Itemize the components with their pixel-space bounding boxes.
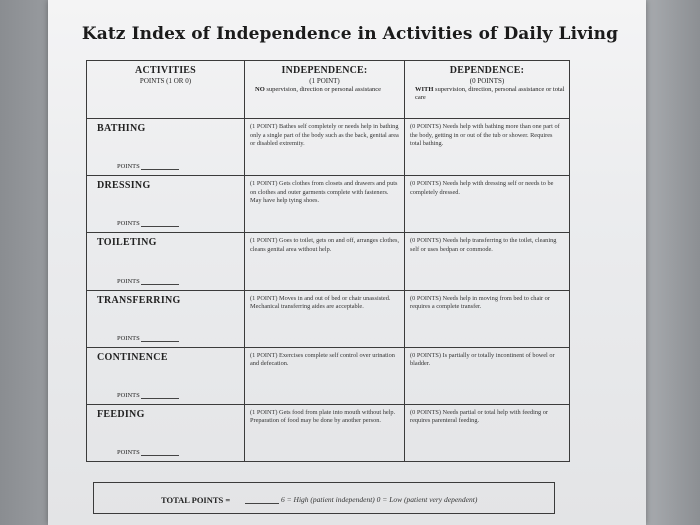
activity-cell: [87, 404, 245, 461]
table-row-transferring: [87, 290, 570, 347]
dependence-cell: [405, 176, 570, 233]
table-header-row: [87, 61, 570, 119]
points-blank[interactable]: [141, 220, 179, 227]
score-scale-note: 6 = High (patient independent) 0 = Low (patient very dependent): [281, 495, 478, 504]
activity-cell: [87, 119, 245, 176]
dependence-title: DEPENDENCE:: [449, 65, 525, 76]
dependence-cell: [405, 347, 570, 404]
points-label: POINTS: [117, 277, 140, 285]
header-independence: [245, 61, 405, 119]
independence-description: (1 POINT) Gets clothes from closets and drawers and puts on clothes and outer garments complete with fasteners. May have help tying shoes.: [250, 180, 398, 205]
independence-definition-emphasis: NO: [255, 86, 265, 93]
activity-cell: [87, 176, 245, 233]
activity-cell: [87, 347, 245, 404]
independence-points-note: (1 POINT): [309, 77, 340, 85]
dependence-description: (0 POINTS) Needs help in moving from bed to chair or requires a complete transfer.: [410, 294, 550, 310]
points-label: POINTS: [117, 391, 140, 399]
dependence-description: (0 POINTS) Needs help transferring to the toilet, cleaning self or uses bedpan or commode.: [410, 237, 557, 253]
activities-title: ACTIVITIES: [135, 65, 196, 76]
activity-name: TOILETING: [97, 237, 157, 249]
activity-cell: [87, 290, 245, 347]
points-label: POINTS: [117, 220, 140, 228]
independence-cell: [245, 233, 405, 290]
points-field[interactable]: [117, 220, 179, 227]
activity-name: DRESSING: [97, 180, 151, 192]
table-row-continence: [87, 347, 570, 404]
independence-definition-text: supervision, direction or personal assistance: [264, 86, 381, 93]
independence-title: INDEPENDENCE:: [281, 65, 368, 76]
table-row-toileting: [87, 233, 570, 290]
total-points-box: [93, 482, 555, 514]
katz-index-table: [86, 60, 570, 462]
points-blank[interactable]: [141, 449, 179, 456]
activity-cell: [87, 233, 245, 290]
independence-cell: [245, 347, 405, 404]
dependence-cell: [405, 404, 570, 461]
independence-description: (1 POINT) Bathes self completely or needs help in bathing only a single part of the body such as the back, genital area or disabled extremity.: [250, 123, 399, 147]
points-field[interactable]: [117, 335, 179, 342]
points-blank[interactable]: [141, 278, 179, 285]
independence-definition: [245, 85, 404, 94]
dependence-cell: [405, 290, 570, 347]
independence-description: (1 POINT) Gets food from plate into mouth without help. Preparation of food may be done by another person.: [250, 408, 396, 425]
dependence-definition: [405, 85, 569, 102]
points-blank[interactable]: [141, 163, 179, 170]
activity-name: CONTINENCE: [97, 351, 168, 363]
independence-cell: [245, 176, 405, 233]
dependence-description: (0 POINTS) Needs partial or total help with feeding or requires parenteral feeding.: [410, 408, 548, 425]
independence-description: (1 POINT) Goes to toilet, gets on and off, arranges clothes, cleans genital area without help.: [250, 237, 400, 253]
independence-cell: [245, 404, 405, 461]
table-row-feeding: [87, 404, 570, 461]
activities-points-note: POINTS (1 OR 0): [139, 77, 192, 85]
points-label: POINTS: [117, 163, 140, 171]
points-blank[interactable]: [141, 335, 179, 342]
dependence-description: (0 POINTS) Needs help with dressing self or needs to be completely dressed.: [410, 180, 554, 196]
table-row-dressing: [87, 176, 570, 233]
activity-name: FEEDING: [97, 408, 145, 420]
points-field[interactable]: [117, 392, 179, 399]
dependence-definition-text: supervision, direction, personal assistance or total care: [415, 86, 565, 101]
independence-description: (1 POINT) Exercises complete self control over urination and defecation.: [250, 351, 395, 368]
points-field[interactable]: [117, 163, 179, 170]
header-activities: [87, 61, 245, 119]
independence-cell: [245, 290, 405, 347]
total-points-label: TOTAL POINTS =: [161, 495, 231, 505]
dependence-definition-emphasis: WITH: [415, 86, 434, 93]
dependence-points-note: (0 POINTS): [469, 77, 505, 85]
dependence-description: (0 POINTS) Is partially or totally incontinent of bowel or bladder.: [410, 351, 555, 368]
points-field[interactable]: [117, 449, 179, 456]
dependence-cell: [405, 119, 570, 176]
activity-name: BATHING: [97, 123, 146, 135]
points-label: POINTS: [117, 449, 140, 456]
independence-description: (1 POINT) Moves in and out of bed or chair unassisted. Mechanical transferring aides are acceptable.: [250, 294, 391, 310]
points-blank[interactable]: [141, 392, 179, 399]
total-points-blank[interactable]: [245, 503, 279, 504]
points-field[interactable]: [117, 278, 179, 285]
independence-cell: [245, 119, 405, 176]
dependence-cell: [405, 233, 570, 290]
points-label: POINTS: [117, 334, 140, 342]
dependence-description: (0 POINTS) Needs help with bathing more than one part of the body, getting in or out of the tub or shower. Requires total bathing.: [410, 123, 560, 147]
header-dependence: [405, 61, 570, 119]
page-title: Katz Index of Independence in Activities of Daily Living: [81, 24, 619, 44]
activity-name: TRANSFERRING: [97, 294, 181, 306]
table-row-bathing: [87, 119, 570, 176]
